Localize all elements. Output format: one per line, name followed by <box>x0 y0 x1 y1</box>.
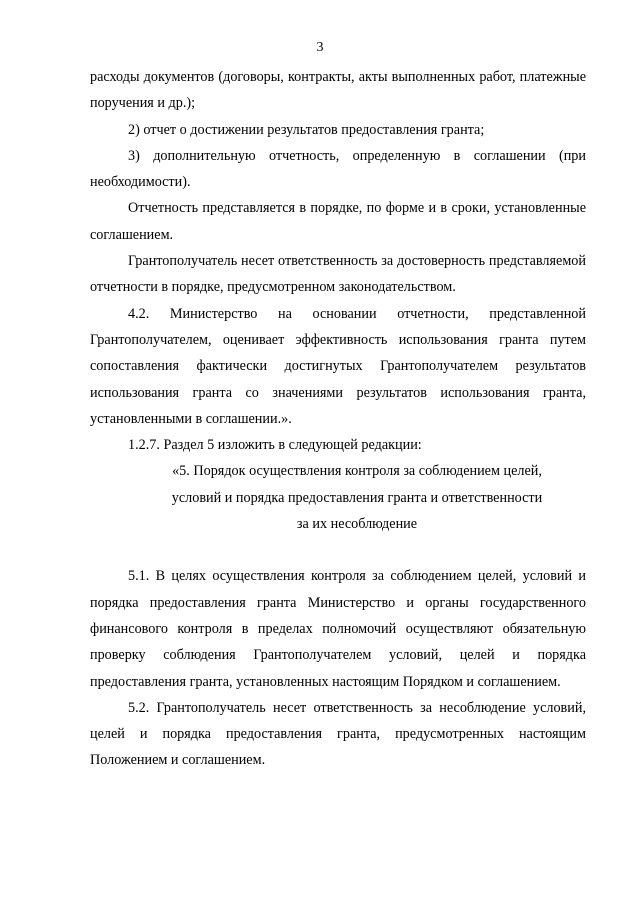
paragraph-reporting-procedure: Отчетность представляется в порядке, по форме и в сроки, установленные соглашением. <box>90 200 586 243</box>
paragraph-expenses-documents: расходы документов (договоры, контракты, акты выполненных работ, платежные поручения и др.); <box>90 69 586 112</box>
document-body <box>90 64 586 774</box>
section-5-heading-line-3: за их несоблюдение <box>296 516 418 533</box>
paragraph-5-2: 5.2. Грантополучатель несет ответственность за несоблюдение условий, целей и порядка предоставления гранта, предусмотренных настоящим Положением и соглашением. <box>90 699 586 769</box>
paragraph-report-results: 2) отчет о достижении результатов предоставления гранта; <box>128 121 485 138</box>
section-5-heading-line-1: «5. Порядок осуществления контроля за соблюдением целей, <box>172 463 542 480</box>
paragraph-5-1: 5.1. В целях осуществления контроля за соблюдением целей, условий и порядка предоставления гранта Министерство и органы государственного финансового контроля в пределах полномочий осуществляют обязательную проверку соблюдения Грантополучателем условий, целей и порядка предоставления гранта, установленных настоящим Порядком и соглашением. <box>90 568 586 690</box>
paragraph-4-2: 4.2. Министерство на основании отчетности, представленной Грантополучателем, оценивает эффективность использования гранта путем сопоставления фактически достигнутых Грантополучателем результатов использования гранта со значениями результатов использования гранта, установленными в соглашении.». <box>90 305 586 427</box>
paragraph-grantee-responsibility: Грантополучатель несет ответственность за достоверность представляемой отчетности в порядке, предусмотренном законодательством. <box>90 253 586 296</box>
blank-line <box>90 537 586 563</box>
paragraph-additional-reporting: 3) дополнительную отчетность, определенную в соглашении (при необходимости). <box>90 147 586 191</box>
page-number: 3 <box>316 40 324 55</box>
paragraph-1-2-7: 1.2.7. Раздел 5 изложить в следующей редакции: <box>128 437 422 454</box>
section-5-heading-line-2: условий и порядка предоставления гранта и ответственности <box>171 489 543 506</box>
